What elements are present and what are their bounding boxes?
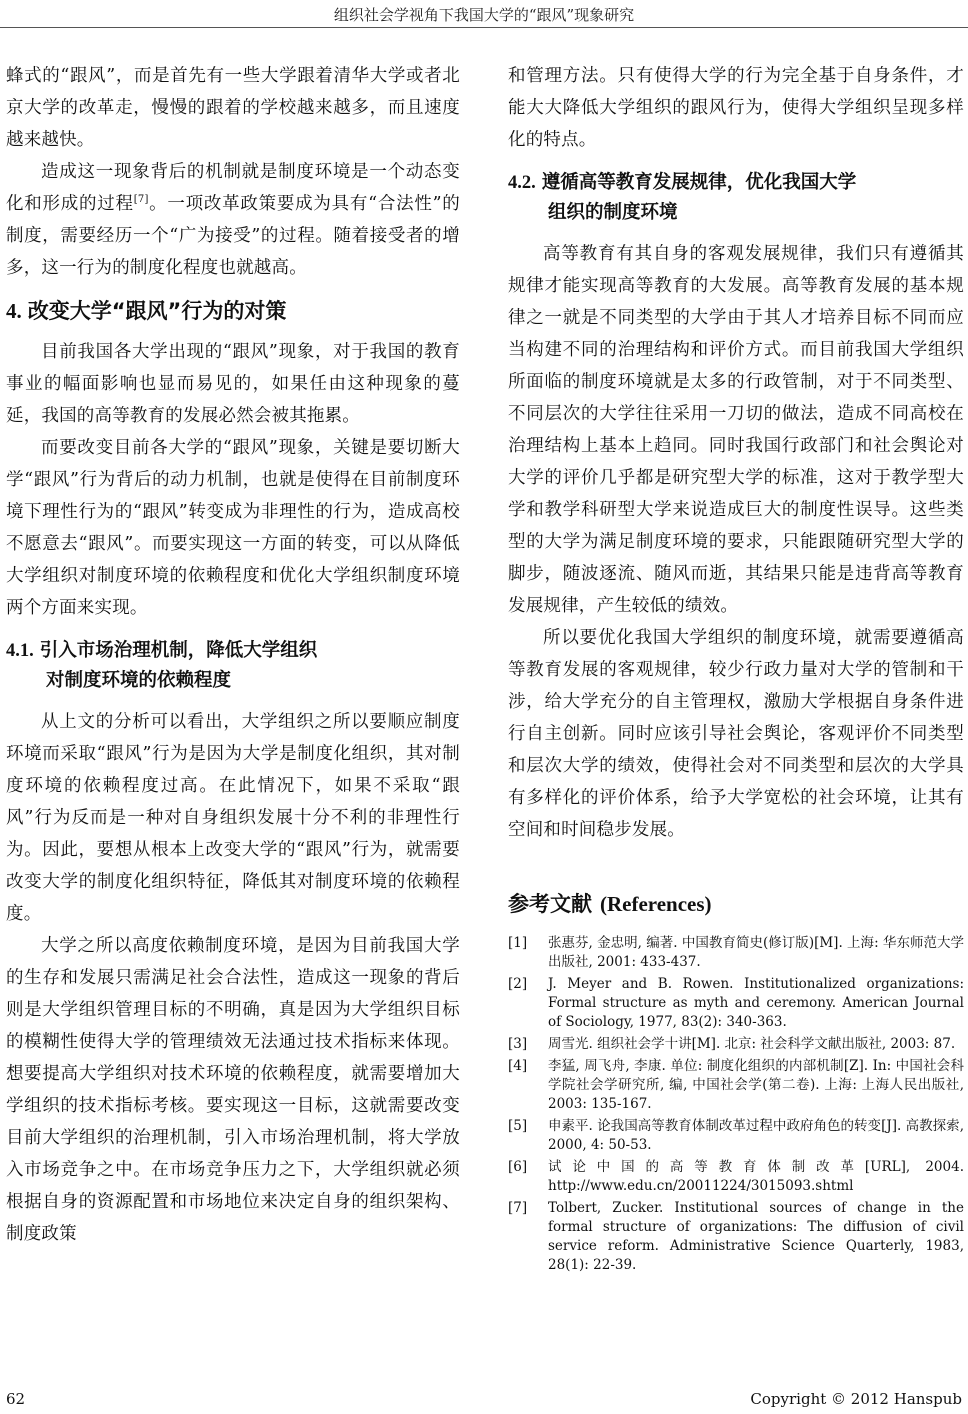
page-number: 62 [6,1390,26,1408]
reference-item [508,1199,964,1275]
paragraph: 和管理方法。只有使得大学的行为完全基于自身条件，才能大大降低大学组织的跟风行为，使得大学组织呈现多样化的特点。 [508,66,964,150]
reference-item [508,1035,964,1054]
copyright-notice: Copyright © 2012 Hanspub [750,1390,962,1408]
reference-item [508,975,964,1032]
paragraph [6,156,460,284]
running-title: 组织社会学视角下我国大学的“跟风”现象研究 [333,6,635,24]
subsection-title-line1: 引入市场治理机制，降低大学组织 [39,640,318,661]
references-title-cn: 参考文献 [508,892,592,916]
section-number: 4. [6,299,22,323]
reference-text: 张惠芬, 金忠明, 编著. 中国教育简史(修订版)[M]. 上海: 华东师范大学出版社, 2001: 433-437. [548,935,964,970]
reference-number: [5] [508,1118,528,1134]
reference-text: 周雪光. 组织社会学十讲[M]. 北京: 社会科学文献出版社, 2003: 87. [548,1036,956,1052]
subsection-title-line2: 对制度环境的依赖程度 [46,670,232,691]
reference-number: [1] [508,935,528,951]
paragraph-text: 。一项改革政策要成为具有“合法性”的制度，需要经历一个“广为接受”的过程。随着接受者的增多，这一行为的制度化程度也就越高。 [6,194,460,278]
right-column [508,60,964,1278]
reference-text: 试论中国的高等教育体制改革[URL], 2004. http://www.edu.cn/20011224/3015093.shtml [548,1159,964,1194]
section-heading [6,296,460,326]
reference-number: [7] [508,1200,528,1216]
paragraph: 所以要优化我国大学组织的制度环境，就需要遵循高等教育发展的客观规律，较少行政力量对大学的管制和干涉，给大学充分的自主管理权，激励大学根据自身条件进行自主创新。同时应该引导社会舆论，客观评价不同类型和层次大学的绩效，使得社会对不同类型和层次的大学具有多样化的评价体系，给予大学宽松的社会环境，让其有空间和时间稳步发展。 [508,628,964,840]
subsection-number: 4.1. [6,641,34,661]
paragraph-text: 造成这一现象背后的机制就是制度环境是一个动态变化和形成的过程 [6,162,460,214]
reference-item [508,1117,964,1155]
subsection-title-line1: 遵循高等教育发展规律，优化我国大学 [541,172,857,193]
subsection-heading [508,168,964,228]
subsection-number: 4.2. [508,173,536,193]
references-heading [508,888,964,918]
references-title-en: (References) [600,892,712,916]
citation-link[interactable]: [7] [133,194,149,206]
reference-number: [6] [508,1159,528,1175]
header-divider [0,27,968,28]
reference-item [508,1057,964,1114]
reference-text: 申素平. 论我国高等教育体制改革过程中政府角色的转变[J]. 高教探索, 2000, 4: 50-53. [548,1118,964,1153]
paragraph: 目前我国各大学出现的“跟风”现象，对于我国的教育事业的幅面影响也显而易见的，如果任由这种现象的蔓延，我国的高等教育的发展必然会被其拖累。 [6,342,460,426]
reference-number: [3] [508,1036,528,1052]
paragraph: 蜂式的“跟风”，而是首先有一些大学跟着清华大学或者北京大学的改革走，慢慢的跟着的学校越来越多，而且速度越来越快。 [6,66,460,150]
reference-text: Tolbert, Zucker. Institutional sources of change in the formal structure of organizations: The diffusion of civil service reform. Administrative Science Quarterly, 1983, 28(1): 22-39. [548,1200,964,1273]
reference-number: [2] [508,976,528,992]
section-title: 改变大学“跟风”行为的对策 [27,299,287,323]
paragraph: 从上文的分析可以看出，大学组织之所以要顺应制度环境而采取“跟风”行为是因为大学是制度化组织，其对制度环境的依赖程度过高。在此情况下，如果不采取“跟风”行为反而是一种对自身组织发展十分不利的非理性行为。因此，要想从根本上改变大学的“跟风”行为，就需要改变大学的制度化组织特征，降低其对制度环境的依赖程度。 [6,712,460,924]
left-column [6,60,460,1250]
reference-text: J. Meyer and B. Rowen. Institutionalized organizations: Formal structure as myth and ceremony. American Journal of Sociology, 1977, 83(2): 340-363. [548,976,964,1030]
reference-item [508,934,964,972]
reference-item [508,1158,964,1196]
subsection-heading [6,636,460,696]
subsection-title-line2: 组织的制度环境 [548,202,678,223]
paragraph: 高等教育有其自身的客观发展规律，我们只有遵循其规律才能实现高等教育的大发展。高等教育发展的基本规律之一就是不同类型的大学由于其人才培养目标不同而应当构建不同的治理结构和评价方式。而目前我国大学组织所面临的制度环境就是太多的行政管制，对于不同类型、不同层次的大学往往采用一刀切的做法，造成不同高校在治理结构上基本上趋同。同时我国行政部门和社会舆论对大学的评价几乎都是研究型大学的标准，这对于教学型大学和教学科研型大学来说造成巨大的制度性误导。这些类型的大学为满足制度环境的要求，只能跟随研究型大学的脚步，随波逐流、随风而逝，其结果只能是违背高等教育发展规律，产生较低的绩效。 [508,244,964,616]
reference-text: 李猛, 周飞舟, 李康. 单位: 制度化组织的内部机制[Z]. In: 中国社会科学院社会学研究所, 编, 中国社会学(第二卷). 上海: 上海人民出版社, 2003: 135-167. [548,1058,964,1112]
paragraph: 而要改变目前各大学的“跟风”现象，关键是要切断大学“跟风”行为背后的动力机制，也就是使得在目前制度环境下理性行为的“跟风”转变成为非理性的行为，造成高校不愿意去“跟风”。而要实现这一方面的转变，可以从降低大学组织对制度环境的依赖程度和优化大学组织制度环境两个方面来实现。 [6,438,460,618]
reference-number: [4] [508,1058,528,1074]
paragraph: 大学之所以高度依赖制度环境，是因为目前我国大学的生存和发展只需满足社会合法性，造成这一现象的背后则是大学组织管理目标的不明确，真是因为大学组织目标的模糊性使得大学的管理绩效无法通过技术指标来体现。想要提高大学组织对技术环境的依赖程度，就需要增加大学组织的技术指标考核。要实现这一目标，这就需要改变目前大学组织的治理机制，引入市场治理机制，将大学放入市场竞争之中。在市场竞争压力之下，大学组织就必须根据自身的资源配置和市场地位来决定自身的组织架构、制度政策 [6,936,460,1244]
